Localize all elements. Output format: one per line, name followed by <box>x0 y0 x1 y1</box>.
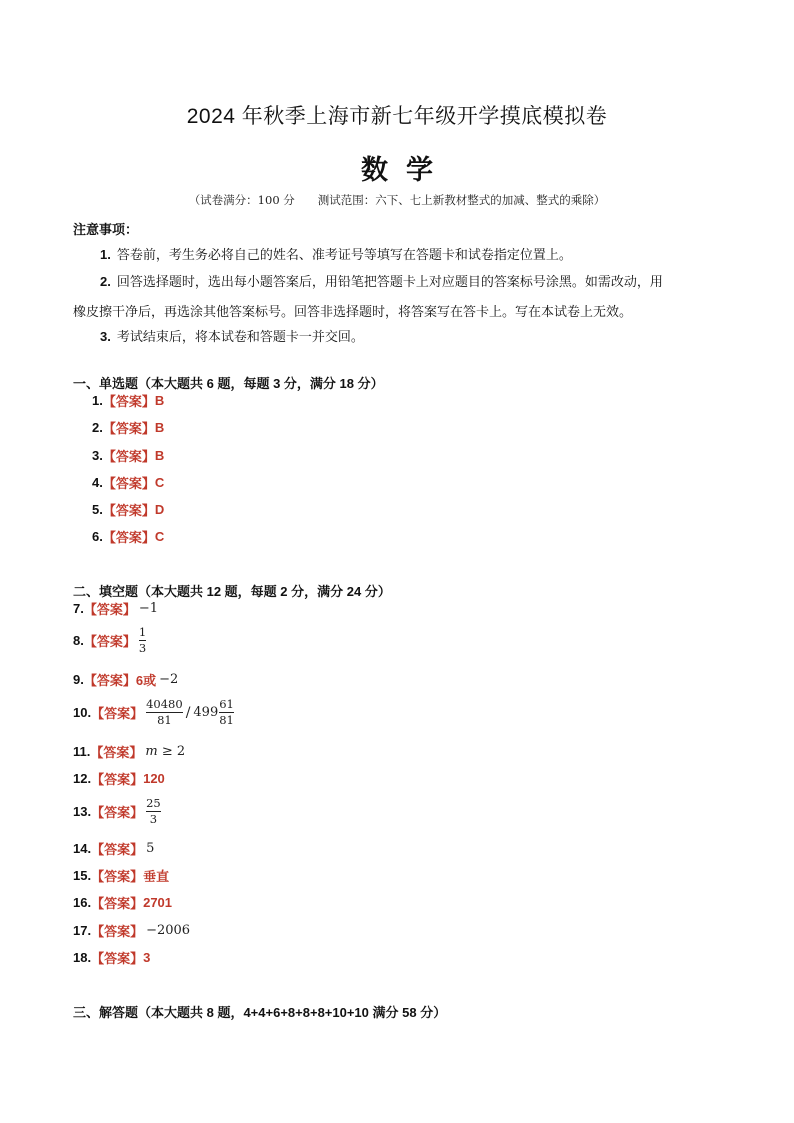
answer-11 <box>73 742 185 761</box>
section-3-title: 三、解答题（本大题共 8 题，4+4+6+8+8+8+10+10 满分 58 分） <box>73 1005 447 1020</box>
answer-6 <box>92 527 164 546</box>
answer-tag: 【答案】 <box>90 745 143 760</box>
whole-number: 499 <box>193 705 219 720</box>
note-text: 考试结束后，将本试卷和答题卡一并交回。 <box>116 329 364 344</box>
variable: m <box>145 744 158 759</box>
answer-value: 6或 <box>135 673 157 688</box>
denominator: 81 <box>219 713 234 727</box>
answer-7 <box>73 599 158 618</box>
answer-value-math: −2 <box>159 672 179 687</box>
question-number: 11. <box>73 744 91 759</box>
answer-5 <box>92 500 164 519</box>
answer-2 <box>92 418 164 437</box>
notes-title: 注意事项： <box>73 222 139 237</box>
inequality: ≥ 2 <box>157 744 186 759</box>
answer-value: 3 <box>143 950 151 965</box>
answer-tag: 【答案】 <box>102 394 155 409</box>
question-number: 5. <box>92 502 103 517</box>
answer-tag: 【答案】 <box>102 530 155 545</box>
question-number: 3. <box>92 448 103 463</box>
answer-value: −2006 <box>146 923 191 938</box>
answer-value: C <box>154 529 165 544</box>
exam-title: 2024 年秋季上海市新七年级开学摸底模拟卷 <box>186 105 608 128</box>
answer-value: B <box>154 448 165 463</box>
question-number: 2. <box>92 420 103 435</box>
section-1-title: 一、单选题（本大题共 6 题，每题 3 分，满分 18 分） <box>73 376 384 391</box>
answer-value: B <box>154 420 165 435</box>
denominator: 81 <box>157 713 172 727</box>
answer-14 <box>73 839 154 858</box>
answer-1 <box>92 391 164 410</box>
section-2-title: 二、填空题（本大题共 12 题，每题 2 分，满分 24 分） <box>73 584 391 599</box>
answer-tag: 【答案】 <box>91 805 144 820</box>
answer-tag: 【答案】 <box>91 924 144 939</box>
answer-value <box>145 744 185 759</box>
answer-tag: 【答案】 <box>91 896 144 911</box>
question-number: 15. <box>73 868 92 883</box>
answer-tag: 【答案】 <box>91 869 144 884</box>
answer-tag: 【答案】 <box>91 842 144 857</box>
answer-value: 垂直 <box>143 869 170 884</box>
answer-tag: 【答案】 <box>83 602 136 617</box>
answer-value: 2701 <box>143 895 173 910</box>
answer-tag: 【答案】 <box>102 421 155 436</box>
answer-8 <box>73 626 146 655</box>
question-number: 12. <box>73 771 92 786</box>
question-number: 17. <box>73 923 92 938</box>
answer-value: −1 <box>138 601 159 616</box>
answer-value: 120 <box>143 771 165 786</box>
note-item-2-continued: 橡皮擦干净后，再选涂其他答案标号。回答非选择题时，将答案写在答卡上。写在本试卷上无效。 <box>73 304 633 319</box>
exam-scope: （试卷满分：100 分 测试范围：六下、七上新教材整式的加减、整式的乘除） <box>188 193 606 207</box>
question-number: 16. <box>73 895 92 910</box>
question-number: 6. <box>92 529 103 544</box>
answer-18 <box>73 948 150 967</box>
answer-16 <box>73 893 172 912</box>
numerator: 61 <box>219 697 234 711</box>
answer-3 <box>92 446 164 465</box>
answer-tag: 【答案】 <box>91 772 144 787</box>
answer-15 <box>73 866 169 885</box>
question-number: 9. <box>73 672 84 687</box>
answer-value: 5 <box>146 841 155 856</box>
answer-9 <box>73 670 178 689</box>
denominator: 3 <box>149 812 158 826</box>
note-item-1 <box>100 241 725 268</box>
numerator: 1 <box>138 625 147 639</box>
note-num: 3. <box>100 329 111 344</box>
answer-value: D <box>154 502 165 517</box>
note-item-2 <box>100 268 725 295</box>
answer-12 <box>73 769 165 788</box>
question-number: 18. <box>73 950 92 965</box>
answer-tag: 【答案】 <box>91 951 144 966</box>
note-item-3 <box>100 323 725 350</box>
fraction <box>139 626 146 655</box>
exam-subject: 数学 <box>361 155 451 185</box>
note-text: 答卷前，考生务必将自己的姓名、准考证号等填写在答题卡和试卷指定位置上。 <box>116 247 572 262</box>
answer-17 <box>73 921 190 940</box>
answer-tag: 【答案】 <box>102 503 155 518</box>
answer-tag: 【答案】 <box>102 476 155 491</box>
question-number: 14. <box>73 841 92 856</box>
separator: / <box>185 704 191 721</box>
answer-tag: 【答案】 <box>102 449 155 464</box>
answer-13 <box>73 797 161 826</box>
fraction <box>146 797 161 826</box>
note-text: 回答选择题时，选出每小题答案后，用铅笔把答题卡上对应题目的答案标号涂黑。如需改动，用 <box>116 274 663 289</box>
note-num: 1. <box>100 247 111 262</box>
question-number: 10. <box>73 705 92 720</box>
question-number: 7. <box>73 601 84 616</box>
note-num: 2. <box>100 274 111 289</box>
answer-4 <box>92 473 164 492</box>
question-number: 1. <box>92 393 103 408</box>
question-number: 8. <box>73 633 84 648</box>
answer-tag: 【答案】 <box>83 634 136 649</box>
answer-tag: 【答案】 <box>83 673 136 688</box>
answer-10 <box>73 698 234 727</box>
numerator: 40480 <box>146 697 183 711</box>
answer-value: B <box>154 393 165 408</box>
denominator: 3 <box>138 641 147 655</box>
question-number: 13. <box>73 804 92 819</box>
fraction-2 <box>219 698 234 727</box>
question-number: 4. <box>92 475 103 490</box>
answer-value: C <box>154 475 165 490</box>
fraction-1 <box>146 698 183 727</box>
numerator: 25 <box>146 796 161 810</box>
answer-tag: 【答案】 <box>91 706 144 721</box>
